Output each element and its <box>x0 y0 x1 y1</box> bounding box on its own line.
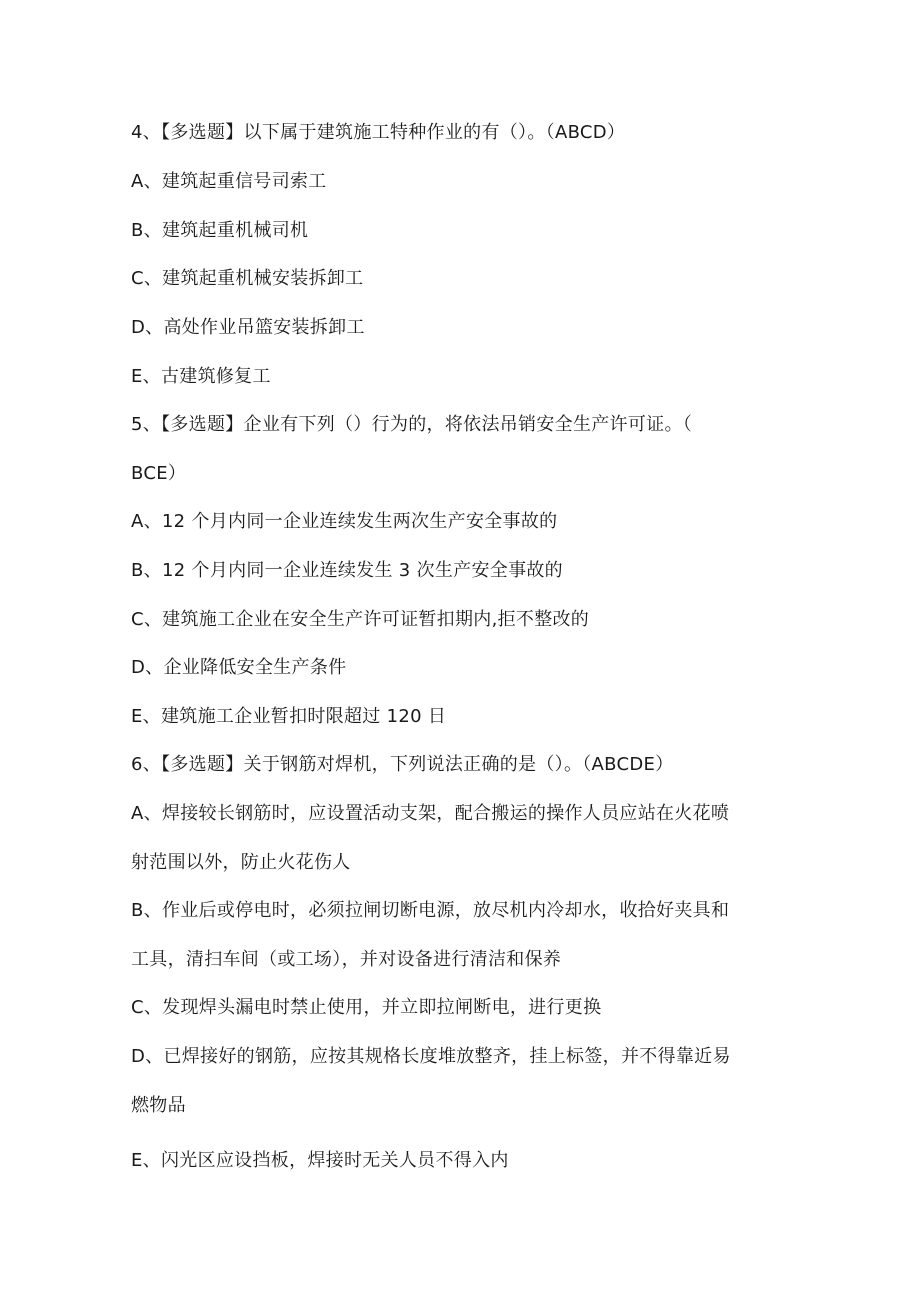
question-5-answer: BCE） <box>131 463 187 484</box>
question-6-stem: 6、【多选题】关于钢筋对焊机，下列说法正确的是（）。（ABCDE） <box>131 754 674 775</box>
question-5-stem: 5、【多选题】企业有下列（）行为的，将依法吊销安全生产许可证。（ <box>131 414 693 435</box>
question-6-option-c: C、发现焊头漏电时禁止使用，并立即拉闸断电，进行更换 <box>131 997 602 1018</box>
question-6-option-a-line2: 射范围以外，防止火花伤人 <box>131 852 351 873</box>
question-6-option-e: E、闪光区应设挡板，焊接时无关人员不得入内 <box>131 1150 509 1171</box>
question-5-option-e: E、建筑施工企业暂扣时限超过 120 日 <box>131 706 447 727</box>
question-5-option-d: D、企业降低安全生产条件 <box>131 657 347 678</box>
question-6-option-a-line1: A、焊接较长钢筋时，应设置活动支架，配合搬运的操作人员应站在火花喷 <box>131 803 730 824</box>
question-6-option-b-line1: B、作业后或停电时，必须拉闸切断电源，放尽机内冷却水，收拾好夹具和 <box>131 900 730 921</box>
question-5-option-b: B、12 个月内同一企业连续发生 3 次生产安全事故的 <box>131 560 563 581</box>
question-4-option-d: D、高处作业吊篮安装拆卸工 <box>131 317 365 338</box>
question-6-option-d-line1: D、已焊接好的钢筋，应按其规格长度堆放整齐，挂上标签，并不得靠近易 <box>131 1046 731 1067</box>
question-4-option-a: A、建筑起重信号司索工 <box>131 171 327 192</box>
question-6-option-d-line2: 燃物品 <box>131 1095 186 1116</box>
question-5-option-a: A、12 个月内同一企业连续发生两次生产安全事故的 <box>131 511 558 532</box>
question-6-option-b-line2: 工具，清扫车间（或工场），并对设备进行清洁和保养 <box>131 949 562 970</box>
question-4-option-b: B、建筑起重机械司机 <box>131 220 309 241</box>
question-4-option-c: C、建筑起重机械安装拆卸工 <box>131 268 364 289</box>
question-4-option-e: E、古建筑修复工 <box>131 366 271 387</box>
question-5-option-c: C、建筑施工企业在安全生产许可证暂扣期内,拒不整改的 <box>131 609 590 630</box>
question-4-stem: 4、【多选题】以下属于建筑施工特种作业的有（）。（ABCD） <box>131 122 626 143</box>
